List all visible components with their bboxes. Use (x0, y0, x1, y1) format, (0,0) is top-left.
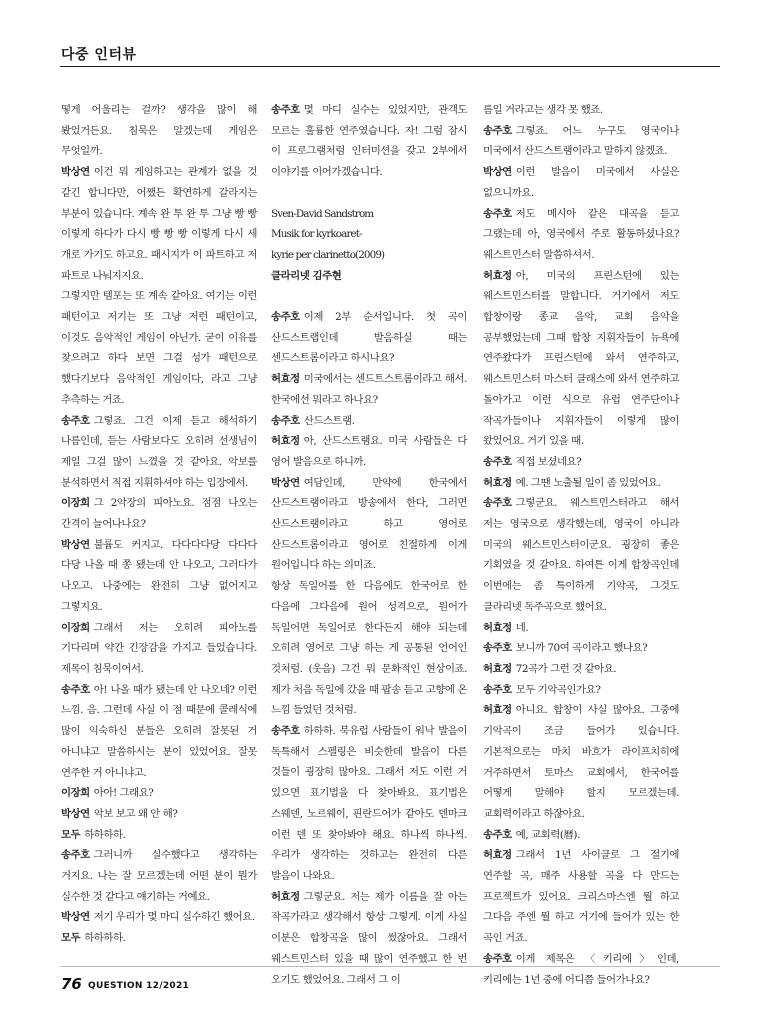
speaker-name: 송주호 (483, 497, 512, 510)
paragraph-text: 그렇죠. 어느 누구도 영국이나 미국에서 산드스트램이라고 말하지 않겠죠. (483, 124, 679, 158)
bottom-divider (60, 966, 720, 967)
dialogue-paragraph (483, 162, 679, 203)
speaker-name: 허효정 (271, 373, 300, 386)
dialogue-paragraph (61, 845, 257, 907)
dialogue-paragraph (61, 804, 257, 825)
dialogue-paragraph (483, 638, 679, 659)
paragraph-text: 네. (515, 621, 529, 634)
dialogue-paragraph (483, 204, 679, 266)
paragraph-text: 이건 뭐 게임하고는 관계가 없을 것 같긴 합니다만, 어쨌든 확연하게 갈라지는 부분이 있습니다. 계속 완 투 완 투 그냥 빵 빵 이렇게 하다가 다시 빵 빵 빵 이렇게 다시 세 개로 가기도 하고요. 패시지가 이 파트하고 저 파트로 나눠지지요. (61, 166, 257, 282)
speaker-name: 이장희 (61, 621, 90, 634)
paragraph-text: 미국에서는 센드트스트롬이라고 해서. 한국에선 뭐라고 하나요? (271, 373, 467, 406)
column-2-top (271, 100, 467, 183)
dialogue-paragraph (483, 680, 679, 701)
speaker-name: 송주호 (61, 414, 90, 427)
paragraph-text: 그렇지만 템포는 또 계속 같아요. 여기는 이런 패턴이고 저기는 또 그냥 저런 패턴이고, 이것도 음악적인 게임이 아닌가. 굳이 이유를 찾으려고 하다 보면 그걸 성가 패턴으로 했다기보다 음악적인 게임이다, 라고 그냥 추측하는 거죠. (61, 290, 257, 406)
continuation-paragraph (483, 100, 679, 121)
paragraph-text: 예, 교회력(曆). (515, 828, 580, 841)
paragraph-text: 직접 보셨네요? (515, 455, 582, 468)
speaker-name: 박상연 (61, 166, 90, 179)
speaker-name: 송주호 (61, 849, 90, 862)
piece-composer: Sven-David Sandstrom (271, 207, 374, 220)
speaker-name: 허효정 (483, 704, 512, 717)
dialogue-paragraph (483, 949, 679, 990)
speaker-name: 송주호 (271, 414, 300, 427)
paragraph-text: 72곡가 그런 것 같아요. (515, 662, 617, 675)
dialogue-paragraph (61, 928, 257, 949)
column-1 (61, 100, 257, 949)
top-divider (60, 66, 720, 67)
paragraph-text: 그러니까 실수했다고 생각하는 거지요. 나는 잘 모르겠는데 어떤 분이 뭔가 실수한 것 같다고 얘기하는 거예요. (61, 849, 257, 903)
paragraph-text: 이게 제목은 〈키리에〉인데, 키리에는 1년 중에 어디쯤 들어가나요? (483, 952, 679, 986)
dialogue-paragraph (271, 473, 467, 577)
dialogue-paragraph (61, 680, 257, 784)
paragraph-text: 악보 보고 왜 안 해? (93, 807, 178, 820)
magazine-issue: QUESTION 12/2021 (88, 981, 190, 991)
speaker-name: 허효정 (483, 269, 512, 282)
speaker-name: 송주호 (483, 952, 512, 965)
paragraph-text: 하하하. 북유럽 사람들이 워낙 발음이 독특해서 스펠링은 비슷한데 발음이 다른 것들이 굉장히 많아요. 그래서 저도 이런 거 있으면 표기법을 다 찾아봐요. 표기법은 스웨덴, 노르웨이, 핀란드어가 같아도 덴마크 이런 덴 또 찾아봐야 해요. 하나씩 하나씩. 우리가 생각하는 것하고는 완전히 다른 발음이 나와요. (271, 725, 467, 882)
column-2-bottom (271, 307, 467, 990)
paragraph-text: 아아! 그래요? (93, 787, 154, 800)
piece-info (271, 204, 467, 287)
dialogue-paragraph (61, 162, 257, 286)
paragraph-text: 하하하하. (84, 932, 126, 945)
paragraph-text: 저도 메시아 같은 대곡을 듣고 그랬는데 아, 영국에서 주로 활동하셨나요? 웨스트민스터 말씀하셔서. (483, 207, 679, 261)
paragraph-text: 그래서 1년 사이클로 그 절기에 연주할 곡, 매주 사용할 곡을 다 만드는 프로젝트가 있어요. 크리스마스엔 뭘 하고 그다음 주엔 뭘 하고 거기에 들어가 있는 한 곡인 거죠. (483, 849, 679, 945)
speaker-name: 송주호 (271, 311, 300, 323)
dialogue-paragraph (61, 825, 257, 846)
paragraph-text: 하하하하. (84, 828, 126, 841)
paragraph-text: 그렇군요. 웨스트민스터라고 해서 저는 영국으로 생각했는데, 영국이 아니라 미국의 웨스트민스터이군요. 굉장히 좋은 기회였을 것 같아요. 하여튼 이게 합창곡인데 이번에는 좀 특이하게 기악곡, 그것도 클라리넷 독주곡으로 했어요. (483, 497, 679, 613)
paragraph-text: 보니까 70여 곡이라고 했나요? (515, 642, 648, 655)
page-footer (61, 975, 189, 993)
continuation-paragraph (271, 576, 467, 721)
continuation-paragraph (61, 100, 257, 162)
dialogue-paragraph (483, 473, 679, 494)
paragraph-text: 몇 마디 실수는 있었지만, 관객도 모르는 훌륭한 연주였습니다. 자! 그럼 잠시 이 프로그램처럼 인터미션을 갖고 2부에서 이야기를 이어가겠습니다. (271, 104, 467, 179)
dialogue-paragraph (483, 700, 679, 824)
dialogue-paragraph (271, 721, 467, 887)
column-3 (483, 100, 679, 990)
speaker-name: 송주호 (483, 828, 512, 841)
paragraph-text: 저기 우리가 몇 마디 실수하긴 했어요. (93, 911, 255, 924)
paragraph-text: 불륨도 커지고. 다다다다당 다다다 다당 나올 때 쫑 됐는데 안 나오고, 그러다가 나오고. 나중에는 완전히 그냥 없어지고 그렇지요. (61, 538, 257, 613)
paragraph-text: 모두 기악곡인가요? (515, 683, 601, 696)
piece-performer: 클라리넷 김주현 (271, 269, 342, 282)
piece-title-line-2: kyrie per clarinetto(2009) (271, 248, 385, 261)
speaker-name: 송주호 (483, 642, 512, 655)
paragraph-text: 아! 나올 때가 됐는데 안 나오네? 이런 느낌. 음. 그런데 사실 이 점 때문에 콜레식에 많이 익숙하신 분들은 오히려 잘못된 거 아니냐고 말씀하시는 분이 있었어요. 잘못 연주한 거 아니냐고. (61, 683, 257, 779)
paragraph-text: 여담인데, 만약에 한국에서 산드스트램이라고 방송에서 한다, 그러면 산드스트램이라고 하고 영어로 산드스트롬이라고 영어로 친절하게 이게 원어입니다 하는 의미죠. (271, 476, 467, 572)
speaker-name: 송주호 (483, 207, 512, 220)
dialogue-paragraph (61, 493, 257, 534)
speaker-name: 허효정 (483, 662, 512, 675)
continuation-paragraph (61, 286, 257, 410)
speaker-name: 박상연 (61, 807, 90, 820)
section-title: 다중 인터뷰 (61, 47, 137, 63)
dialogue-paragraph (483, 452, 679, 473)
dialogue-paragraph (483, 121, 679, 162)
dialogue-paragraph (483, 618, 679, 639)
dialogue-paragraph (271, 100, 467, 183)
paragraph-text: 아, 미국의 프린스턴에 있는 웨스트민스터를 말합니다. 거기에서 저도 합창이랑 종교 음악, 교회 음악을 공부했었는데 그때 합창 지휘자들이 뉴욕에 연주왔다가 프린스턴에 와서 연주하고, 웨스트민스터 마스터 클래스에 와서 연주하고 돌아가고 이런 식으로 유럽 연주단이나 작곡가들이나 지휘자들이 이렇게 많이 왔었어요. 거기 있을 때. (483, 269, 679, 448)
paragraph-text: 이제 2부 순서입니다. 첫 곡이 산드스트랩인데 발음하실 때는 센드스트롬이라고 하시나요? (271, 311, 467, 365)
speaker-name: 송주호 (271, 725, 300, 738)
speaker-name: 송주호 (483, 124, 512, 137)
speaker-name: 박상연 (61, 538, 90, 551)
paragraph-text: 예. 그땐 노출될 일이 좀 있었어요. (515, 476, 661, 489)
dialogue-paragraph (271, 887, 467, 991)
dialogue-paragraph (271, 369, 467, 410)
speaker-name: 모두 (61, 828, 81, 841)
paragraph-text: 떻게 어울리는 걸까? 생각을 많이 해 봤었거든요. 침묵은 알겠는데 게임은 무엇일까. (61, 104, 257, 158)
speaker-name: 허효정 (271, 435, 300, 448)
speaker-name: 허효정 (483, 476, 512, 489)
column-2 (271, 100, 467, 990)
speaker-name: 이장희 (61, 787, 90, 800)
speaker-name: 송주호 (271, 104, 300, 116)
speaker-name: 허효정 (271, 890, 300, 903)
dialogue-paragraph (483, 493, 679, 617)
paragraph-text: 아, 산드스트램요. 미국 사람들은 다 영어 발음으로 하니까. (271, 435, 467, 468)
dialogue-paragraph (271, 431, 467, 472)
paragraph-text: 그래서 저는 오히려 피아노를 기다리며 약간 긴장감을 가지고 들었습니다. 제목이 침묵이어서. (61, 621, 257, 675)
dialogue-paragraph (61, 783, 257, 804)
speaker-name: 허효정 (483, 849, 512, 862)
dialogue-paragraph (483, 266, 679, 452)
speaker-name: 송주호 (483, 455, 512, 468)
speaker-name: 모두 (61, 932, 81, 945)
speaker-name: 박상연 (483, 166, 512, 179)
speaker-name: 이장희 (61, 497, 90, 510)
paragraph-text: 그렇죠. 그건 이제 듣고 해석하기 나름인데, 듣는 사람보다도 오히려 선생님이 제일 그걸 많이 느꼈을 것 같아요. 악보를 분석하면서 직접 지휘하셔야 하는 입장에서. (61, 414, 257, 489)
dialogue-paragraph (61, 618, 257, 680)
dialogue-paragraph (61, 411, 257, 494)
paragraph-text: 그렇군요. 저는 제가 이름을 잘 아는 작곡가라고 생각해서 항상 그렇게. 이게 사실 이분은 합창곡을 많이 썼잖아요. 그래서 웨스트민스터 있을 때 많이 연주했고 한 번 오기도 했었어요. 그래서 그 이 (271, 890, 467, 986)
dialogue-paragraph (483, 825, 679, 846)
piece-title-line-1: Musik for kyrkoaret- (271, 228, 362, 241)
page-number: 76 (61, 975, 82, 993)
dialogue-paragraph (483, 845, 679, 949)
paragraph-text: 항상 독일어를 한 다음에도 한국어로 한 다음에 그다음에 원어 성격으로, 원어가 독일어면 독일어로 한다든지 해야 되는데 오히려 영어로 그냥 하는 게 공통된 언어인 것처럼. (웃음) 그건 뭐 문화적인 현상이죠. 제가 처음 독일에 갔을 때 팝송 듣고 고향에 온 느낌 들었던 것처럼. (271, 580, 467, 717)
speaker-name: 허효정 (483, 621, 512, 634)
paragraph-text: 이런 발음이 미국에서 사실은 없으니까요. (483, 166, 679, 199)
paragraph-text: 그 2악장의 피아노요. 점점 나오는 간격이 늘어나나요? (61, 497, 257, 531)
paragraph-text: 산드스트램. (303, 414, 355, 427)
dialogue-paragraph (61, 907, 257, 928)
speaker-name: 박상연 (271, 476, 300, 489)
speaker-name: 송주호 (483, 683, 512, 696)
dialogue-paragraph (61, 535, 257, 618)
speaker-name: 박상연 (61, 911, 90, 924)
dialogue-paragraph (483, 659, 679, 680)
speaker-name: 송주호 (61, 683, 90, 696)
paragraph-text: 름일 거라고는 생각 못 했죠. (483, 104, 603, 116)
paragraph-text: 아니요. 합창이 사실 많아요. 그중에 기악곡이 조금 들어가 있습니다. 기본적으로는 마치 바흐가 라이프치히에 거주하면서 토마스 교회에서, 한국어를 어떻게 말해야 할지 모르겠는데. 교회력이라고 하잖아요. (483, 704, 679, 820)
dialogue-paragraph (271, 411, 467, 432)
dialogue-paragraph (271, 307, 467, 369)
